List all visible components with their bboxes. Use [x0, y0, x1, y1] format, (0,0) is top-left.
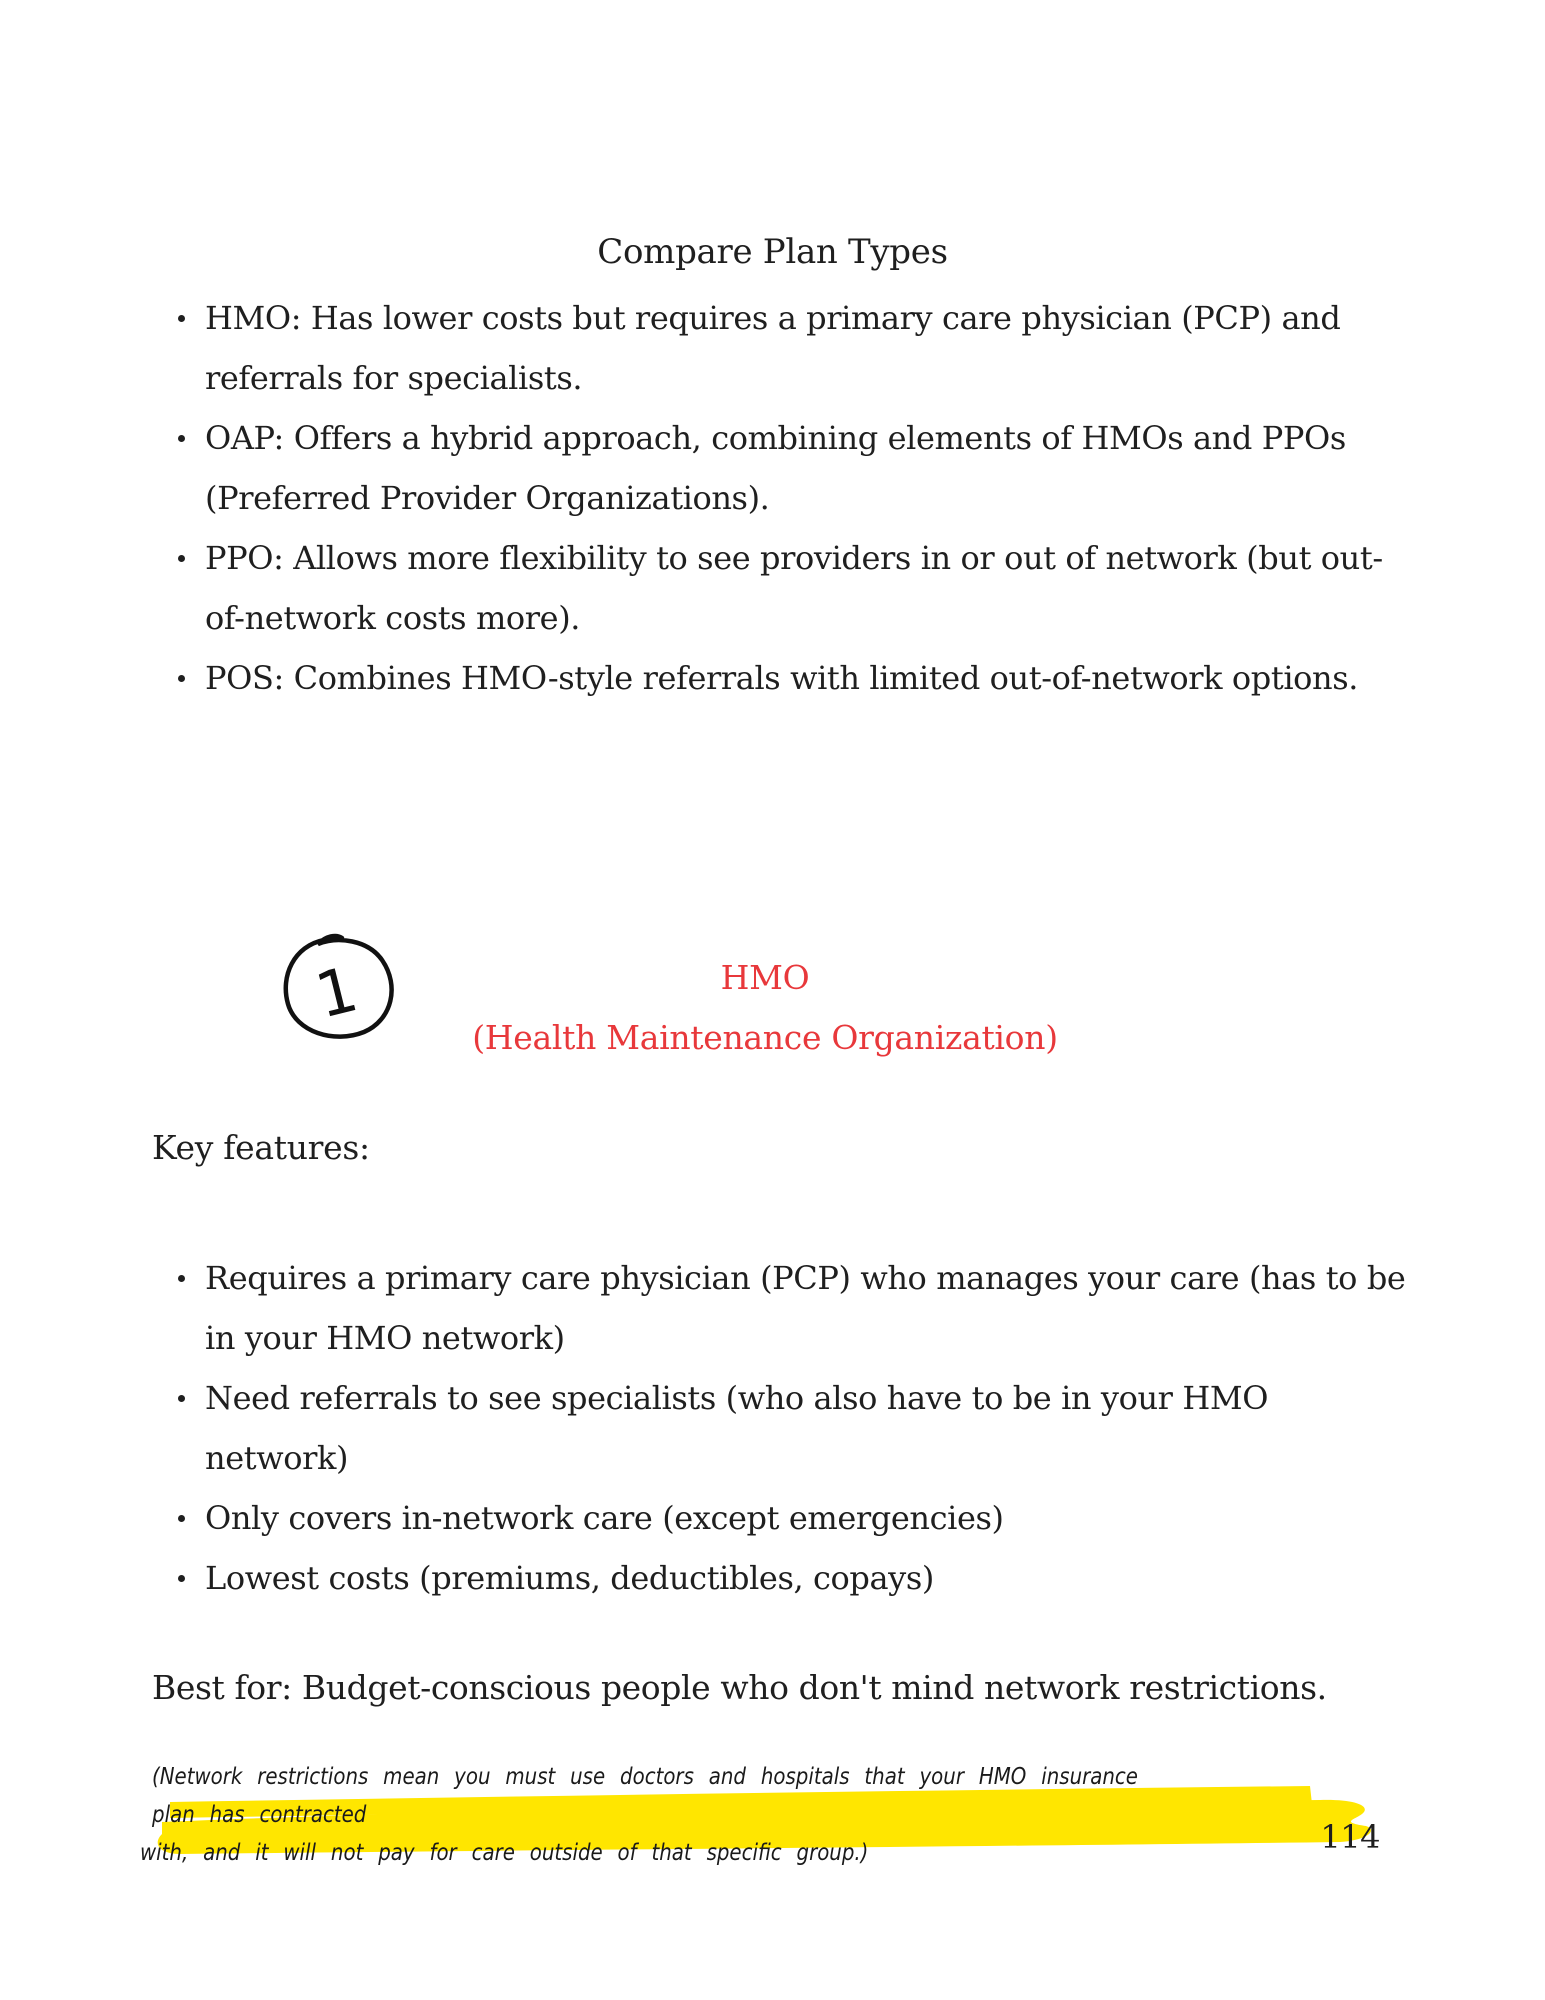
note-line-2: with, and it will not pay for care outside of that specific group.)	[140, 1840, 869, 1866]
section-heading	[440, 948, 1090, 1068]
key-features-list	[160, 1248, 1415, 1608]
section-subtitle: (Health Maintenance Organization)	[472, 1018, 1058, 1057]
note-line-1: (Network restrictions mean you must use doctors and hospitals that your HMO insurance plan has contracted	[152, 1764, 1138, 1828]
bullet-icon	[178, 675, 185, 682]
best-for-text: Best for: Budget-conscious people who don't mind network restrictions.	[152, 1668, 1327, 1707]
network-restriction-note	[140, 1758, 1172, 1872]
bullet-icon	[178, 555, 185, 562]
bullet-icon	[178, 435, 185, 442]
bullet-icon	[178, 1275, 185, 1282]
list-item	[160, 408, 1415, 528]
list-item-text: PPO: Allows more flexibility to see providers in or out of network (but out-of-network costs more).	[205, 539, 1383, 637]
list-item	[160, 648, 1415, 708]
list-item	[160, 1488, 1415, 1548]
bullet-icon	[178, 315, 185, 322]
section-title: HMO	[720, 958, 810, 997]
key-features-label: Key features:	[152, 1128, 370, 1167]
list-item	[160, 1368, 1415, 1488]
list-item-text: OAP: Offers a hybrid approach, combining elements of HMOs and PPOs (Preferred Provider Organizations).	[205, 419, 1346, 517]
list-item-text: HMO: Has lower costs but requires a primary care physician (PCP) and referrals for specialists.	[205, 299, 1341, 397]
page-title: Compare Plan Types	[597, 232, 948, 272]
list-item	[160, 528, 1415, 648]
list-item	[160, 1248, 1415, 1368]
page-number: 114	[1320, 1818, 1380, 1856]
list-item	[160, 288, 1415, 408]
list-item-text: Lowest costs (premiums, deductibles, copays)	[205, 1559, 934, 1597]
list-item-text: POS: Combines HMO-style referrals with limited out-of-network options.	[205, 659, 1359, 697]
list-item-text: Requires a primary care physician (PCP) who manages your care (has to be in your HMO network)	[205, 1259, 1406, 1357]
bullet-icon	[178, 1575, 185, 1582]
list-item-text: Need referrals to see specialists (who also have to be in your HMO network)	[205, 1379, 1269, 1477]
circled-number-icon	[276, 928, 404, 1048]
bullet-icon	[178, 1395, 185, 1402]
plan-types-list	[160, 288, 1415, 708]
section-number: 1	[308, 952, 365, 1033]
list-item	[160, 1548, 1415, 1608]
bullet-icon	[178, 1515, 185, 1522]
list-item-text: Only covers in-network care (except emergencies)	[205, 1499, 1004, 1537]
